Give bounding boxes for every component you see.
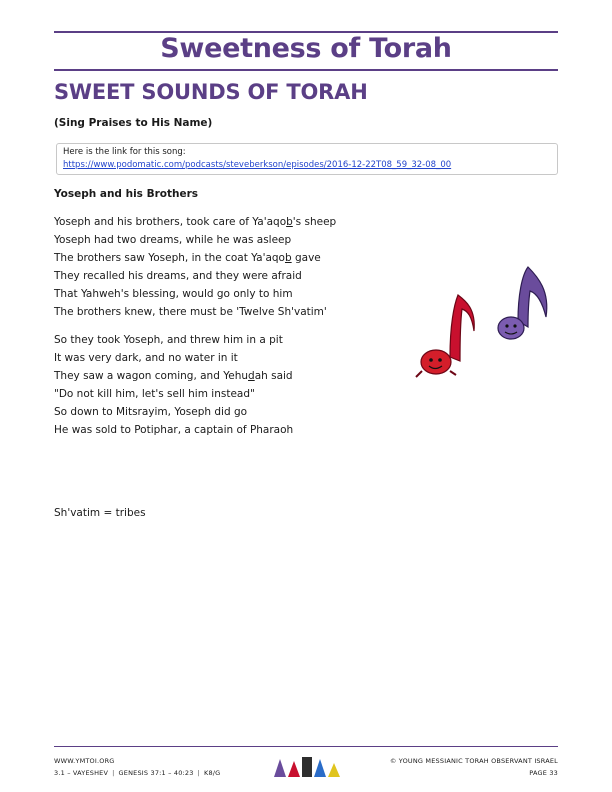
verse-line: That Yahweh's blessing, would go only to him — [54, 288, 293, 300]
section-heading: Yoseph and his Brothers — [54, 188, 199, 200]
footer-rule — [54, 746, 558, 747]
verse-line: They recalled his dreams, and they were afraid — [54, 270, 302, 282]
verse-line: So they took Yoseph, and threw him in a pit — [54, 334, 283, 346]
music-notes-icon — [410, 265, 560, 385]
footer-right — [390, 755, 558, 779]
verse-2 — [54, 331, 293, 439]
header-rule-bottom — [54, 69, 558, 71]
verse-line: Yoseph and his brothers, took care of Ya'aqob's sheep — [54, 216, 337, 228]
song-link[interactable]: https://www.podomatic.com/podcasts/steveberkson/episodes/2016-12-22T08_59_32-08_00 — [63, 160, 452, 170]
footer-reference: GENESIS 37:1 – 40:23 — [118, 769, 194, 777]
verse-line: They saw a wagon coming, and Yehudah said — [54, 370, 293, 382]
footer-page: PAGE 33 — [529, 769, 558, 777]
song-title: SWEET SOUNDS OF TORAH — [54, 80, 368, 104]
song-subtitle: (Sing Praises to His Name) — [54, 117, 213, 129]
footnote: Sh'vatim = tribes — [54, 507, 146, 519]
verse-1 — [54, 213, 336, 321]
link-intro: Here is the link for this song: — [63, 147, 186, 157]
verse-line: The brothers saw Yoseph, in the coat Ya'aqob gave — [54, 252, 321, 264]
footer-level: K8/G — [203, 769, 221, 777]
verse-line: So down to Mitsrayim, Yoseph did go — [54, 406, 248, 418]
page-header-title: Sweetness of Torah — [160, 33, 452, 64]
verse-line: Yoseph had two dreams, while he was asleep — [54, 234, 292, 246]
verse-line: "Do not kill him, let's sell him instead" — [54, 388, 255, 400]
verse-line: He was sold to Potiphar, a captain of Pharaoh — [54, 424, 294, 436]
footer-left: WWW.YMTOI.ORG 3.1 – VAYESHEV | GENESIS 37:1 – 40:23 | K8/G — [54, 757, 221, 777]
link-box — [56, 143, 558, 175]
footer-copyright: © YOUNG MESSIANIC TORAH OBSERVANT ISRAEL — [389, 757, 558, 765]
footer-site: WWW.YMTOI.ORG — [54, 757, 115, 765]
verse-line: The brothers knew, there must be 'Twelve Sh'vatim' — [54, 306, 327, 318]
ymtoi-logo-icon — [270, 753, 346, 779]
footer-portion: 3.1 – VAYESHEV — [54, 769, 109, 777]
verse-line: It was very dark, and no water in it — [54, 352, 238, 364]
